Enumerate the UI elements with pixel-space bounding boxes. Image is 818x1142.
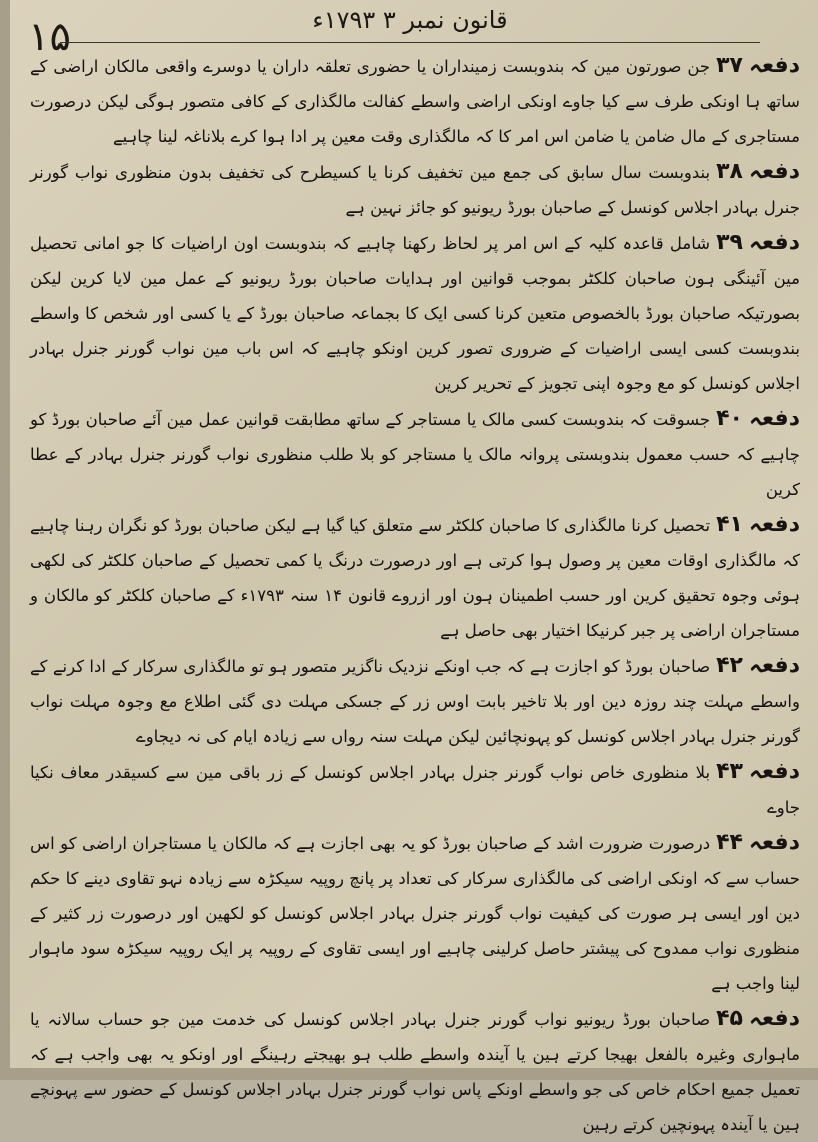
section-text: شامل قاعدہ کلیہ کے اس امر پر لحاظ رکھنا چاہیے کہ بندوبست اون اراضیات کا جو امانی تحصیل مین آئینگی ہون صاحبان کلکٹر بموجب قوانین اور ہدایات صاحبان بورڈ ریونیو کے عمل مین لایا کرین لیکن بصورتیکہ صاحبان بورڈ بالخصوص متعین کرنا کسی ایک کا بجماعہ صاحبان بورڈ کے یا کسی اور شخص کا واسطے بندوبست کسی ایسی اراضیات کے ضروری تصور کرین اونکو چاہیے کہ اس باب مین نواب گورنر جنرل بہادر اجلاس کونسل کو مع وجوہ اپنی تجویز کے تحریر کرین <box>30 234 800 393</box>
section-text: جسوقت کہ بندوبست کسی مالک یا مستاجر کے ساتھ مطابقت قوانین عمل مین آئے صاحبان بورڈ کو چاہیے کہ حسب معمول بندوبستی پروانہ مالک یا مستاجر کو بلا طلب منظوری نواب گورنر جنرل بہادر کے عطا کرین <box>30 410 800 499</box>
section-label: دفعہ <box>748 759 800 784</box>
section-45 <box>30 1001 800 1142</box>
section-number: ۴۰ <box>716 406 743 431</box>
section-text: بلا منظوری خاص نواب گورنر جنرل بہادر اجلاس کونسل کے زر باقی مین سے کسیقدر معاف نکیا جاوے <box>30 763 800 817</box>
section-label: دفعہ <box>748 406 800 431</box>
section-number: ۴۵ <box>716 1006 743 1031</box>
section-41 <box>30 507 800 648</box>
page-edge-left <box>0 0 10 1080</box>
section-44 <box>30 825 800 1001</box>
section-number: ۴۲ <box>716 653 743 678</box>
section-43 <box>30 754 800 825</box>
section-37 <box>30 48 800 154</box>
section-text: صاحبان بورڈ کو اجازت ہے کہ جب اونکے نزدیک ناگزیر متصور ہو تو مالگذاری سرکار کے ادا کرنے کے واسطے مہلت چند روزہ دین اور بلا تاخیر بابت اوس زر کے جسکی مہلت دی گئی اطلاع مع وجوہ مہلت نواب گورنر جنرل بہادر اجلاس کونسل کو پہونچائین لیکن مہلت سنہ رواں سے زیادہ ایام کی نہ دیجاوے <box>30 657 800 746</box>
section-number: ۴۱ <box>716 512 743 537</box>
section-number: ۳۸ <box>716 159 743 184</box>
section-label: دفعہ <box>748 53 800 78</box>
section-number: ۳۷ <box>716 53 743 78</box>
section-38 <box>30 154 800 225</box>
header-rule <box>60 42 760 43</box>
section-42 <box>30 648 800 754</box>
section-number: ۳۹ <box>716 230 743 255</box>
section-text: درصورت ضرورت اشد کے صاحبان بورڈ کو یہ بھی اجازت ہے کہ مالکان یا مستاجران اراضی کو اس حساب سے کہ اونکی اراضی کی مالگذاری سرکار کی تعداد پر پانچ روپیہ سیکڑہ سے زیادہ نہو تقاوی دینے کا حکم دین اور ایسی ہر صورت کی کیفیت نواب گورنر جنرل بہادر اجلاس کونسل کو لکھین اور درصورت زر کثیر کے منظوری نواب ممدوح کی پیشتر حاصل کرلینی چاہیے اور ایسی تقاوی کے روپیہ پر ایک روپیہ سیکڑہ سود ماہوار لینا واجب ہے <box>30 834 800 993</box>
section-39 <box>30 225 800 401</box>
section-label: دفعہ <box>748 512 800 537</box>
document-body <box>30 48 800 1134</box>
section-label: دفعہ <box>748 1006 800 1031</box>
section-40 <box>30 401 800 507</box>
section-label: دفعہ <box>748 230 800 255</box>
section-number: ۴۴ <box>716 830 743 855</box>
section-label: دفعہ <box>748 159 800 184</box>
section-text: صاحبان بورڈ ریونیو نواب گورنر جنرل بہادر اجلاس کونسل کی خدمت مین جو حساب سالانہ یا ماہواری وغیرہ بالفعل بھیجا کرتے ہین یا آیندہ واسطے طلب ہو بھیجتے رہینگے اور اونکو یہ بھی واجب ہے کہ تعمیل جمیع احکام خاص کی جو واسطے اونکے پاس نواب گورنر جنرل بہادر اجلاس کونسل کے حضور سے پہونچے ہین یا آیندہ پہونچین کرتے رہین <box>30 1010 800 1134</box>
section-text: تحصیل کرنا مالگذاری کا صاحبان کلکٹر سے متعلق کیا گیا ہے لیکن صاحبان بورڈ کو نگران رہنا چاہیے کہ مالگذاری اوقات معین پر وصول ہوا کرتی ہے اور درصورت درنگ یا کمی تحصیل کے صاحبان کلکٹر کی لکھی ہوئی وجوہ تحقیق کرین اور حسب اطمینان ہون اور ازروے قانون ۱۴ سنہ ۱۷۹۳ء کے صاحبان کلکٹر کو مالکان و مستاجران اراضی پر جبر کرنیکا اختیار بھی حاصل ہے <box>30 516 800 640</box>
section-text: جن صورتون مین کہ بندوبست زمینداران یا حضوری تعلقہ داران یا دوسرے واقعی مالکان اراضی کے ساتھ ہا اونکی طرف سے کیا جاوے اونکی اراضی واسطے کفالت مالگذاری کے کافی متصور ہوگی لیکن درصورت مستاجری کے مال ضامن یا ضامن اس امر کا کہ مالگذاری وقت معین پر ادا ہوا کرے بلاناغہ لینا چاہیے <box>30 57 800 146</box>
section-text: بندوبست سال سابق کی جمع مین تخفیف کرنا یا کسیطرح کی تخفیف بدون منظوری نواب گورنر جنرل بہادر اجلاس کونسل کے صاحبان بورڈ ریونیو کو جائز نہین ہے <box>30 163 800 217</box>
section-label: دفعہ <box>748 830 800 855</box>
section-label: دفعہ <box>748 653 800 678</box>
page-number: ۱۵ <box>28 14 71 60</box>
running-header: قانون نمبر ۳ ۱۷۹۳ء <box>312 6 508 34</box>
section-number: ۴۳ <box>716 759 743 784</box>
